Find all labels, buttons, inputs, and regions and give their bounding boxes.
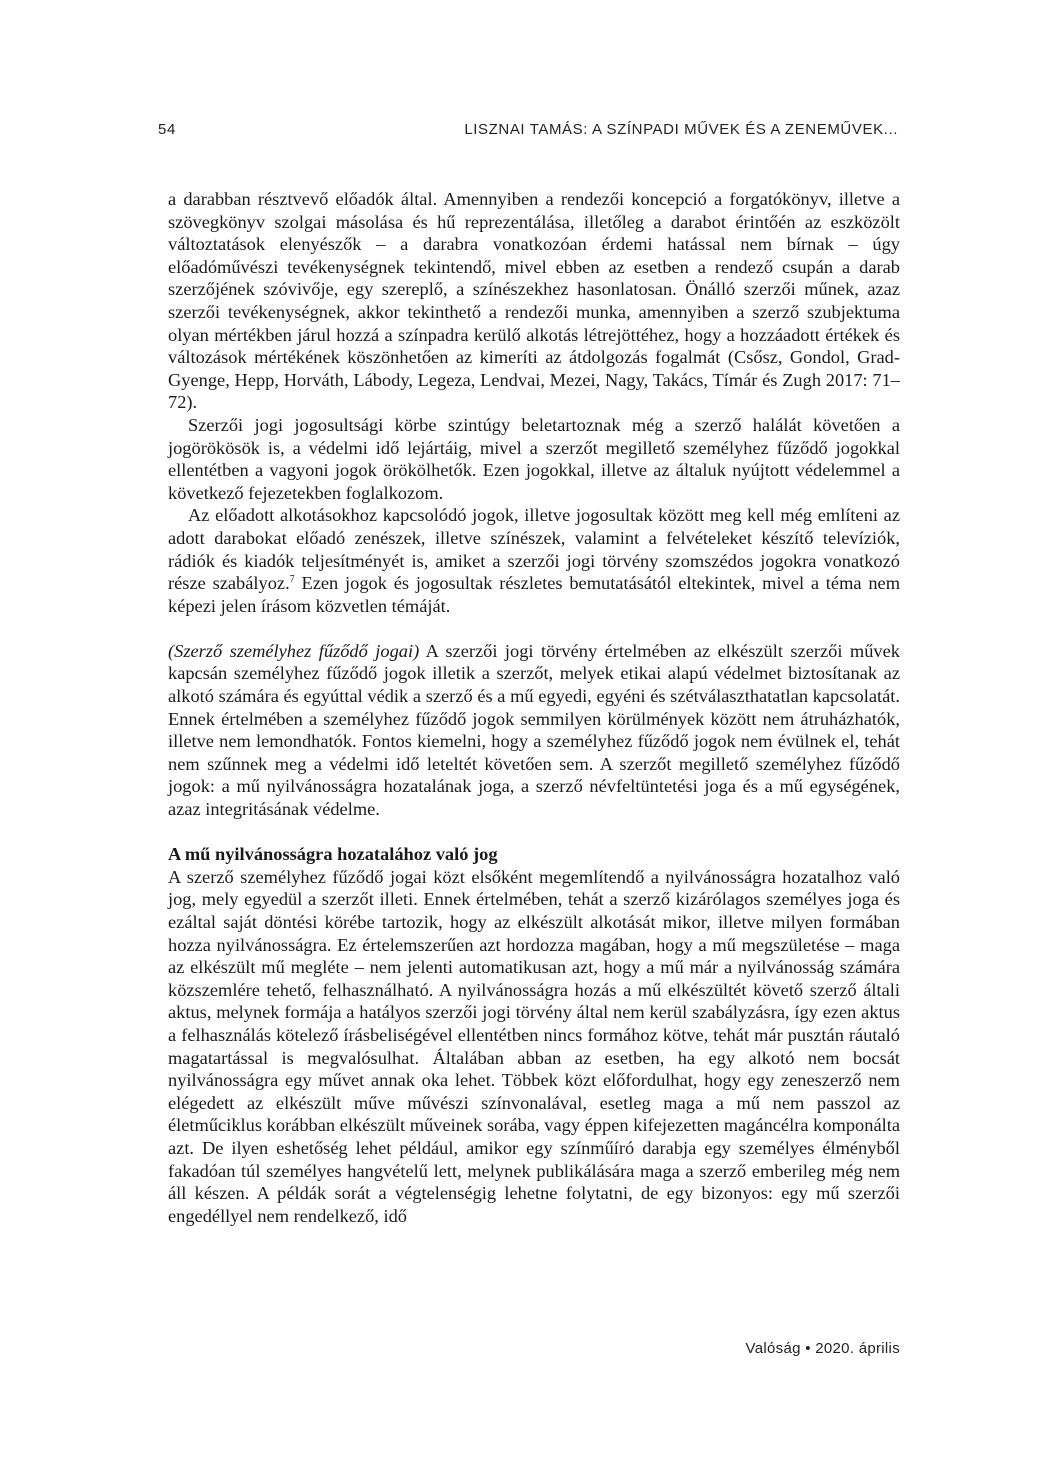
running-head bbox=[158, 121, 898, 145]
section-heading: A mű nyilvánosságra hozatalához való jog bbox=[168, 844, 498, 865]
paragraph-5: A szerző személyhez fűződő jogai közt elsőként megemlítendő a nyilvánosságra hozatalhoz való jog, mely egyedül a szerzőt illeti. Ennek értelmében, tehát a szerző kizárólagos személyes joga és ezáltal saját döntési körébe tartozik, hogy az elkészült alkotását mikor, illetve milyen formában hozza nyilvánosságra. Ez értelemszerűen azt hordozza magában, hogy a mű megszületése – maga az elkészült mű megléte – nem jelenti automatikusan azt, hogy a mű már a nyilvánosság számára közszemlére tehető, felhasználható. A nyilvánosságra hozás a mű elkészültét követő szerző általi aktus, melynek formája a hatályos szerzői jogi törvény által nem kerül szabályzásra, így ezen aktus a felhasználás kötelező írásbeliségével ellentétben nincs formához kötve, tehát már pusztán ráutaló magatartással is megvalósulhat. Általában abban az esetben, ha egy alkotó nem bocsát nyilvánosságra egy művet annak oka lehet. Többek közt előfordulhat, hogy egy zeneszerző nem elégedett az elkészült műve művészi színvonalával, esetleg maga a mű nem passzol az életműciklus korábban elkészült műveinek sorába, vagy éppen kifejezetten magáncélra komponálta azt. De ilyen eshetőség lehet például, amikor egy színműíró darabja egy személyes élményből fakadóan túl személyes hangvételű lett, melynek publikálására maga a szerző emberileg még nem áll készen. A példák sorát a végtelenségig lehetne folytatni, de egy bizonyos: egy mű szerzői engedéllyel nem rendelkező, idő bbox=[168, 866, 900, 1226]
page-number: 54 bbox=[158, 121, 176, 138]
paragraph-3-text: Az előadott alkotásokhoz kapcsolódó jogok, illetve jogosultak között meg kell még említeni az adott darabokat előadó zenészek, illetve színészek, valamint a felvételeket készítő televíziók, rádiók és kiadók teljesítményét is, amiket a szerzői jogi törvény szomszédos jogokra vonatkozó része szabályoz. bbox=[168, 505, 900, 594]
paragraph-gap bbox=[168, 617, 900, 640]
footnote-marker: 7 bbox=[289, 573, 295, 585]
article-body bbox=[168, 188, 900, 1227]
paragraph-4-text: A szerzői jogi törvény értelmében az elkészült szerzői művek kapcsán személyhez fűződő jogok illetik a szerzőt, melyek etikai alapú védelmet biztosítanak az alkotó számára és egyúttal védik a szerző és a mű egyedi, egyéni és szétválaszthatatlan kapcsolatát. Ennek értelmében a személyhez fűződő jogok semmilyen körülmények között nem átruházhatók, illetve nem lemondhatók. Fontos kiemelni, hogy a személyhez fűződő jogok nem évülnek el, tehát nem szűnnek meg a védelmi idő leteltét követően sem. A szerzőt megillető személyhez fűződő jogok: a mű nyilvánosságra hozatalának joga, a szerző névfeltüntetési joga és a mű egységének, azaz integritásának védelme. bbox=[168, 640, 900, 820]
paragraph-4 bbox=[168, 640, 900, 821]
paragraph-1: a darabban résztvevő előadók által. Amennyiben a rendezői koncepció a forgatókönyv, illetve a szövegkönyv szolgai másolása és hű reprezentálása, illetőleg a darabot érintőén az eszközölt változtatások elenyészők – a darabra vonatkozóan érdemi hatással nem bírnak – úgy előadóművészi tevékenységnek tekintendő, mivel ebben az esetben a rendező csupán a darab szerzőjének szóvivője, egy szereplő, a színészekhez hasonlatosan. Önálló szerzői műnek, azaz szerzői tevékenységnek, akkor tekinthető a rendezői munka, amennyiben a szerző szubjektuma olyan mértékben járul hozzá a színpadra kerülő alkotás létrejöttéhez, hogy a hozzáadott értékek és változások mértékének köszönhetően az kimeríti az átdolgozás fogalmát (Csősz, Gondol, Grad-Gyenge, Hepp, Horváth, Lábody, Legeza, Lendvai, Mezei, Nagy, Takács, Tímár és Zugh 2017: 71–72). bbox=[168, 189, 900, 413]
running-title: LISZNAI TAMÁS: A SZÍNPADI MŰVEK ÉS A ZENEMŰVEK... bbox=[464, 121, 898, 138]
paragraph-2: Szerzői jogi jogosultsági körbe szintúgy beletartoznak még a szerző halálát követően a jogörökösök is, a védelmi idő lejártáig, mivel a szerzőt megillető személyhez fűződő jogokkal ellentétben a vagyoni jogok örökölhetők. Ezen jogokkal, illetve az általuk nyújtott védelemmel a következő fejezetekben foglalkozom. bbox=[168, 414, 900, 503]
paragraph-3-text-cont: Ezen jogok és jogosultak részletes bemutatásától eltekintek, mivel a téma nem képezi jelen írásom közvetlen témáját. bbox=[168, 573, 900, 616]
section-gap bbox=[168, 821, 900, 844]
run-in-heading: (Szerző személyhez fűződő jogai) bbox=[168, 640, 420, 661]
paragraph-3 bbox=[168, 504, 900, 617]
page-footer: Valóság • 2020. április bbox=[745, 1340, 900, 1357]
